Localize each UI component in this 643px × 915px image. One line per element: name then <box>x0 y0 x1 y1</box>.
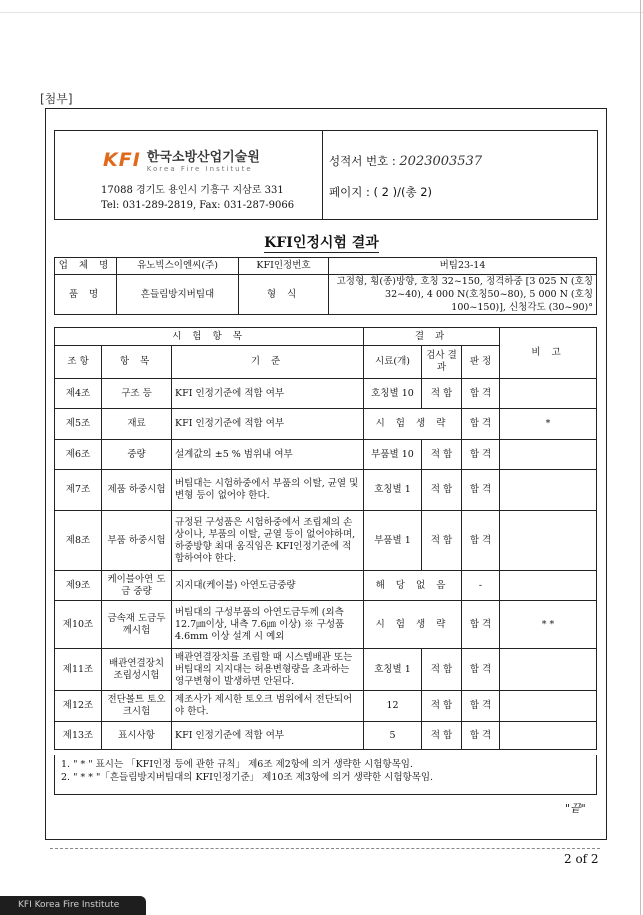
org-name-ko: 한국소방산업기술원 <box>146 150 260 165</box>
judgment-cell: 합 격 <box>462 722 500 750</box>
product-info-table <box>54 257 597 315</box>
table-row <box>55 722 597 750</box>
judgment-cell: 합 격 <box>462 601 500 649</box>
judgment-cell: - <box>462 571 500 601</box>
criteria-cell: 제조사가 제시한 토오크 범위에서 전단되어야 한다. <box>172 691 364 722</box>
criteria-cell: 지지대(케이블) 아연도금중량 <box>172 571 364 601</box>
end-mark: "끝" <box>565 802 586 815</box>
type-value: 고정형, 횡(종)방향, 호칭 32~150, 정격하중 [3 025 N (호칭32~40), 4 000 N(호칭50~80), 5 000 N (호칭100~150)], 신청각도 (30~90)° <box>329 275 597 315</box>
logo-text <box>147 146 260 173</box>
item-cell: 케이블아연 도금 중량 <box>102 571 172 601</box>
footnote-2: 2. " * * "「흔들림방지버팀대의 KFI인정기준」 제10조 제3항에 의거 생략한 시험항목임. <box>61 772 434 783</box>
document-header <box>54 130 598 220</box>
product-value: 흔들림방지버팀대 <box>117 275 239 315</box>
sample-cell: 호칭별 10 <box>364 379 422 409</box>
table-row <box>55 470 597 511</box>
sample-cell: 호칭별 1 <box>364 649 422 691</box>
table-row <box>55 511 597 571</box>
sample-cell: 호칭별 1 <box>364 470 422 511</box>
criteria-cell: 규정된 구성품은 시험하중에서 조립체의 손상이나, 부품의 이탈, 균열 등이 없어야하며, 하중방향 최대 움직임은 KFI인정기준에 적합하여야 한다. <box>172 511 364 571</box>
article-cell: 제11조 <box>55 649 102 691</box>
table-row <box>55 691 597 722</box>
article-cell: 제13조 <box>55 722 102 750</box>
sample-cell: 5 <box>364 722 422 750</box>
inspection-cell: 적 합 <box>422 649 462 691</box>
product-label: 품 명 <box>55 275 117 315</box>
table-row <box>55 409 597 440</box>
item-cell: 부품 하중시험 <box>102 511 172 571</box>
cert-value: 버팀23-14 <box>329 258 597 275</box>
remarks-cell <box>500 691 597 722</box>
criteria-cell: 배관연결장치를 조립할 때 시스템배관 또는 버팀대의 지지대는 허용변형량을 초과하는 영구변형이 발생하면 안된다. <box>172 649 364 691</box>
item-cell: 중량 <box>102 440 172 470</box>
judgment-cell: 합 격 <box>462 379 500 409</box>
inspection-cell: 적 합 <box>422 722 462 750</box>
item-cell: 배관연결장치 조립성시험 <box>102 649 172 691</box>
kfi-logo <box>103 146 260 173</box>
company-value: 유노빅스이엔씨(주) <box>117 258 239 275</box>
cert-number-value: 2023003537 <box>399 154 483 169</box>
article-cell: 제9조 <box>55 571 102 601</box>
remarks-cell <box>500 379 597 409</box>
inspection-header: 검사 결과 <box>422 346 462 379</box>
remarks-cell <box>500 649 597 691</box>
inspection-cell: 적 합 <box>422 511 462 571</box>
inspection-cell: 적 합 <box>422 379 462 409</box>
group-test-items: 시 험 항 목 <box>55 328 364 346</box>
top-border <box>0 0 643 13</box>
remarks-cell <box>500 571 597 601</box>
kfi-logo-mark: KFI <box>103 148 141 171</box>
inspection-cell: 적 합 <box>422 470 462 511</box>
footnotes <box>54 755 597 795</box>
article-cell: 제10조 <box>55 601 102 649</box>
remarks-cell <box>500 470 597 511</box>
criteria-cell: 버팀대는 시험하중에서 부품의 이탈, 균열 및 변형 등이 없어야 한다. <box>172 470 364 511</box>
article-cell: 제4조 <box>55 379 102 409</box>
item-cell: 재료 <box>102 409 172 440</box>
sample-cell: 시 험 생 략 <box>364 409 462 440</box>
judgment-cell: 합 격 <box>462 511 500 571</box>
judgment-cell: 합 격 <box>462 649 500 691</box>
cert-label: KFI인정번호 <box>239 258 329 275</box>
cert-number-label: 성적서 번호 : <box>329 154 396 168</box>
item-cell: 구조 등 <box>102 379 172 409</box>
table-row <box>55 571 597 601</box>
page-number: 2 of 2 <box>564 852 599 866</box>
test-results-table <box>54 327 597 750</box>
inspection-cell: 적 합 <box>422 440 462 470</box>
header-divider <box>322 131 323 219</box>
article-cell: 제8조 <box>55 511 102 571</box>
remarks-cell <box>500 440 597 470</box>
right-edge <box>640 0 641 915</box>
cert-number <box>329 153 482 169</box>
remarks-cell: * <box>500 409 597 440</box>
footnote-1: 1. " * " 표시는 「KFI인정 등에 관한 규칙」 제6조 제2항에 의거 생략한 시험항목임. <box>61 759 413 770</box>
article-header: 조 항 <box>55 346 102 379</box>
sample-cell: 12 <box>364 691 422 722</box>
attachment-label: [첨부] <box>40 92 73 106</box>
article-cell: 제12조 <box>55 691 102 722</box>
dashed-separator <box>50 848 600 849</box>
article-cell: 제5조 <box>55 409 102 440</box>
judgment-cell: 합 격 <box>462 409 500 440</box>
criteria-cell: KFI 인정기준에 적합 여부 <box>172 409 364 440</box>
org-address <box>101 183 294 213</box>
criteria-cell: 버팀대의 구성부품의 아연도금두께 (외측 12.7㎛이상, 내측 7.6㎛ 이상) ※ 구성품 4.6mm 이상 설계 시 예외 <box>172 601 364 649</box>
remarks-cell: * * <box>500 601 597 649</box>
sample-cell: 시 험 생 략 <box>364 601 462 649</box>
type-label: 형 식 <box>239 275 329 315</box>
table-row <box>55 601 597 649</box>
document-title-text: KFI인정시험 결과 <box>264 235 379 251</box>
org-name-en: Korea Fire Institute <box>146 165 253 173</box>
remarks-cell <box>500 722 597 750</box>
sample-cell: 부품별 1 <box>364 511 422 571</box>
article-cell: 제6조 <box>55 440 102 470</box>
item-header: 항 목 <box>102 346 172 379</box>
remarks-cell <box>500 511 597 571</box>
page-indicator: 페이지 : ( 2 )/(총 2) <box>329 185 433 199</box>
table-row <box>55 649 597 691</box>
inspection-cell: 적 합 <box>422 691 462 722</box>
table-row <box>55 379 597 409</box>
group-results: 결 과 <box>364 328 500 346</box>
company-label: 업 체 명 <box>55 258 117 275</box>
item-cell: 제품 하중시험 <box>102 470 172 511</box>
table-row <box>55 440 597 470</box>
footer-badge: KFI Korea Fire Institute <box>0 896 146 915</box>
judgment-cell: 합 격 <box>462 691 500 722</box>
criteria-cell: KFI 인정기준에 적합 여부 <box>172 722 364 750</box>
sample-header: 시료(개) <box>364 346 422 379</box>
remarks-header: 비 고 <box>500 328 597 379</box>
item-cell: 표시사항 <box>102 722 172 750</box>
sample-cell: 부품별 10 <box>364 440 422 470</box>
item-cell: 금속재 도금두께시험 <box>102 601 172 649</box>
judgment-header: 판 정 <box>462 346 500 379</box>
item-cell: 전단볼트 토오크시험 <box>102 691 172 722</box>
document-title <box>0 232 643 252</box>
article-cell: 제7조 <box>55 470 102 511</box>
judgment-cell: 합 격 <box>462 470 500 511</box>
contact-line: Tel: 031-289-2819, Fax: 031-287-9066 <box>101 200 295 211</box>
sample-cell: 해 당 없 음 <box>364 571 462 601</box>
criteria-cell: 설계값의 ±5 % 범위내 여부 <box>172 440 364 470</box>
judgment-cell: 합 격 <box>462 440 500 470</box>
address-line: 17088 경기도 용인시 기흥구 지삼로 331 <box>101 185 284 196</box>
criteria-header: 기 준 <box>172 346 364 379</box>
criteria-cell: KFI 인정기준에 적합 여부 <box>172 379 364 409</box>
